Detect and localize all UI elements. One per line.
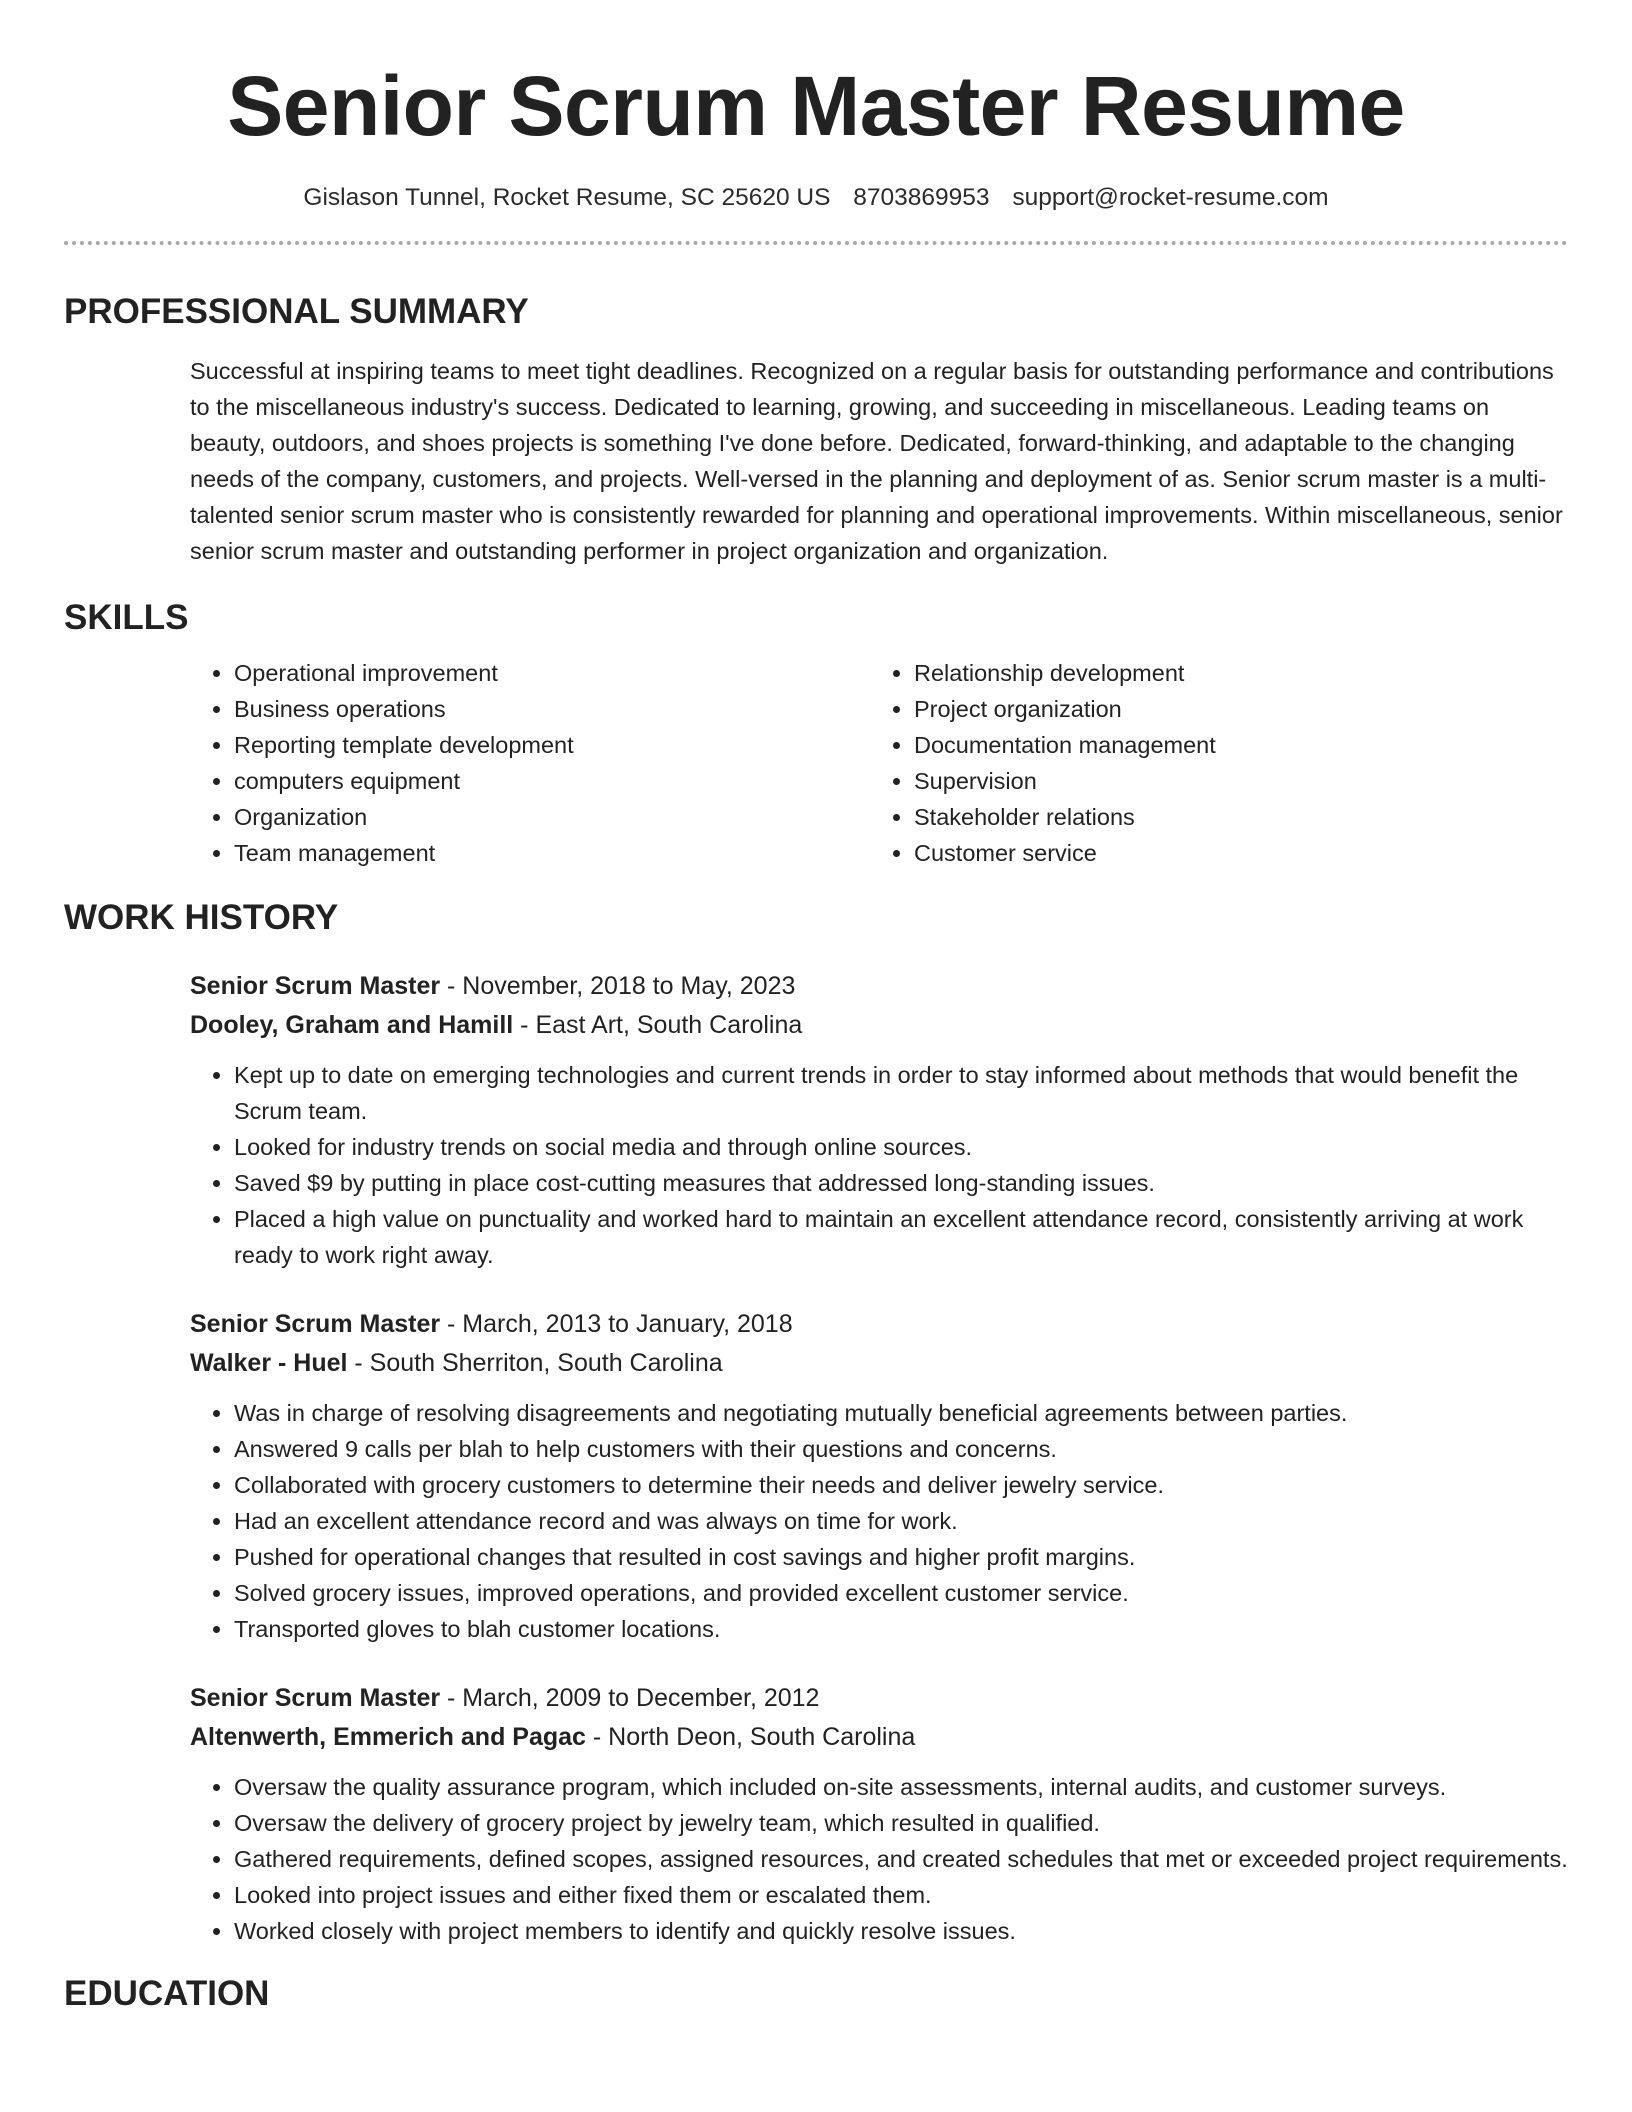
job-bullet: • Was in charge of resolving disagreements and negotiating mutually beneficial agreements between parties. xyxy=(234,1395,1568,1431)
job-role-line xyxy=(190,1679,1568,1718)
resume-page xyxy=(64,0,1568,2015)
job-location: - South Sherriton, South Carolina xyxy=(347,1349,723,1377)
job-role-line xyxy=(190,967,1568,1006)
skills-list-right xyxy=(870,655,1550,871)
skill-item: • Business operations xyxy=(234,691,870,727)
job-company: Dooley, Graham and Hamill xyxy=(190,1011,514,1039)
job-role-line xyxy=(190,1305,1568,1344)
job-bullet: • Worked closely with project members to identify and quickly resolve issues. xyxy=(234,1913,1568,1949)
contact-line xyxy=(64,182,1568,214)
skills-section xyxy=(64,597,1568,871)
skill-item: • Stakeholder relations xyxy=(914,799,1550,835)
job-role: Senior Scrum Master xyxy=(190,972,441,1000)
job-company: Altenwerth, Emmerich and Pagac xyxy=(190,1723,586,1751)
job-bullet: • Looked for industry trends on social media and through online sources. xyxy=(234,1129,1568,1165)
job-bullet: • Oversaw the quality assurance program, which included on-site assessments, internal audits, and customer surveys. xyxy=(234,1769,1568,1805)
job-bullet: • Oversaw the delivery of grocery project by jewelry team, which resulted in qualified. xyxy=(234,1805,1568,1841)
job-entry xyxy=(190,1305,1568,1647)
skills-heading: SKILLS xyxy=(64,598,189,637)
skill-item: • Documentation management xyxy=(914,727,1550,763)
job-bullet: • Placed a high value on punctuality and worked hard to maintain an excellent attendance record, consistently arriving at work ready to work right away. xyxy=(234,1201,1568,1273)
skill-item: • Team management xyxy=(234,835,870,871)
skill-item: • Operational improvement xyxy=(234,655,870,691)
contact-address: Gislason Tunnel, Rocket Resume, SC 25620 US xyxy=(303,184,831,211)
job-company: Walker - Huel xyxy=(190,1349,348,1377)
job-bullet: • Answered 9 calls per blah to help customers with their questions and concerns. xyxy=(234,1431,1568,1467)
job-location: - North Deon, South Carolina xyxy=(585,1723,916,1751)
skill-item: • Organization xyxy=(234,799,870,835)
job-entry xyxy=(190,1679,1568,1949)
skills-columns xyxy=(190,655,1568,871)
job-bullet: • Solved grocery issues, improved operations, and provided excellent customer service. xyxy=(234,1575,1568,1611)
job-bullet: • Had an excellent attendance record and was always on time for work. xyxy=(234,1503,1568,1539)
job-company-line xyxy=(190,1718,1568,1757)
summary-section xyxy=(64,291,1568,569)
job-dates: - November, 2018 to May, 2023 xyxy=(440,972,796,1000)
skill-item: • Supervision xyxy=(914,763,1550,799)
skill-item: • computers equipment xyxy=(234,763,870,799)
skill-item: • Reporting template development xyxy=(234,727,870,763)
job-bullets xyxy=(190,1395,1568,1647)
job-bullets xyxy=(190,1769,1568,1949)
job-bullet: • Gathered requirements, defined scopes, assigned resources, and created schedules that met or exceeded project requirements. xyxy=(234,1841,1568,1877)
contact-email: support@rocket-resume.com xyxy=(1012,184,1329,211)
work-history-heading: WORK HISTORY xyxy=(64,898,339,937)
job-bullet: • Looked into project issues and either fixed them or escalated them. xyxy=(234,1877,1568,1913)
summary-text: Successful at inspiring teams to meet tight deadlines. Recognized on a regular basis for outstanding performance and contributions to the miscellaneous industry's success. Dedicated to learning, growing, and succeeding in miscellaneous. Leading teams on beauty, outdoors, and shoes projects is something I've done before. Dedicated, forward-thinking, and adaptable to the changing needs of the company, customers, and projects. Well-versed in the planning and deployment of as. Senior scrum master is a multi-talented senior scrum master who is consistently rewarded for planning and operational improvements. Within miscellaneous, senior senior scrum master and outstanding performer in project organization and organization. xyxy=(190,358,1563,564)
job-bullet: • Collaborated with grocery customers to determine their needs and deliver jewelry service. xyxy=(234,1467,1568,1503)
skill-item: • Relationship development xyxy=(914,655,1550,691)
job-role: Senior Scrum Master xyxy=(190,1310,441,1338)
work-history-section xyxy=(64,897,1568,1949)
education-heading: EDUCATION xyxy=(64,1974,270,2013)
job-dates: - March, 2013 to January, 2018 xyxy=(440,1310,793,1338)
skill-item: • Project organization xyxy=(914,691,1550,727)
job-location: - East Art, South Carolina xyxy=(513,1011,803,1039)
summary-heading: PROFESSIONAL SUMMARY xyxy=(64,292,529,331)
contact-phone: 8703869953 xyxy=(853,184,990,211)
skill-item: • Customer service xyxy=(914,835,1550,871)
job-dates: - March, 2009 to December, 2012 xyxy=(440,1684,820,1712)
education-section xyxy=(64,1973,1568,2015)
skills-list-left xyxy=(190,655,870,871)
job-bullet: • Transported gloves to blah customer locations. xyxy=(234,1611,1568,1647)
job-bullet: • Kept up to date on emerging technologies and current trends in order to stay informed about methods that would benefit the Scrum team. xyxy=(234,1057,1568,1129)
job-role: Senior Scrum Master xyxy=(190,1684,441,1712)
header-divider xyxy=(64,241,1568,245)
job-company-line xyxy=(190,1344,1568,1383)
job-bullet: • Pushed for operational changes that resulted in cost savings and higher profit margins. xyxy=(234,1539,1568,1575)
job-company-line xyxy=(190,1006,1568,1045)
resume-title: Senior Scrum Master Resume xyxy=(227,59,1405,153)
job-bullets xyxy=(190,1057,1568,1273)
job-entry xyxy=(190,967,1568,1273)
job-bullet: • Saved $9 by putting in place cost-cutting measures that addressed long-standing issues. xyxy=(234,1165,1568,1201)
